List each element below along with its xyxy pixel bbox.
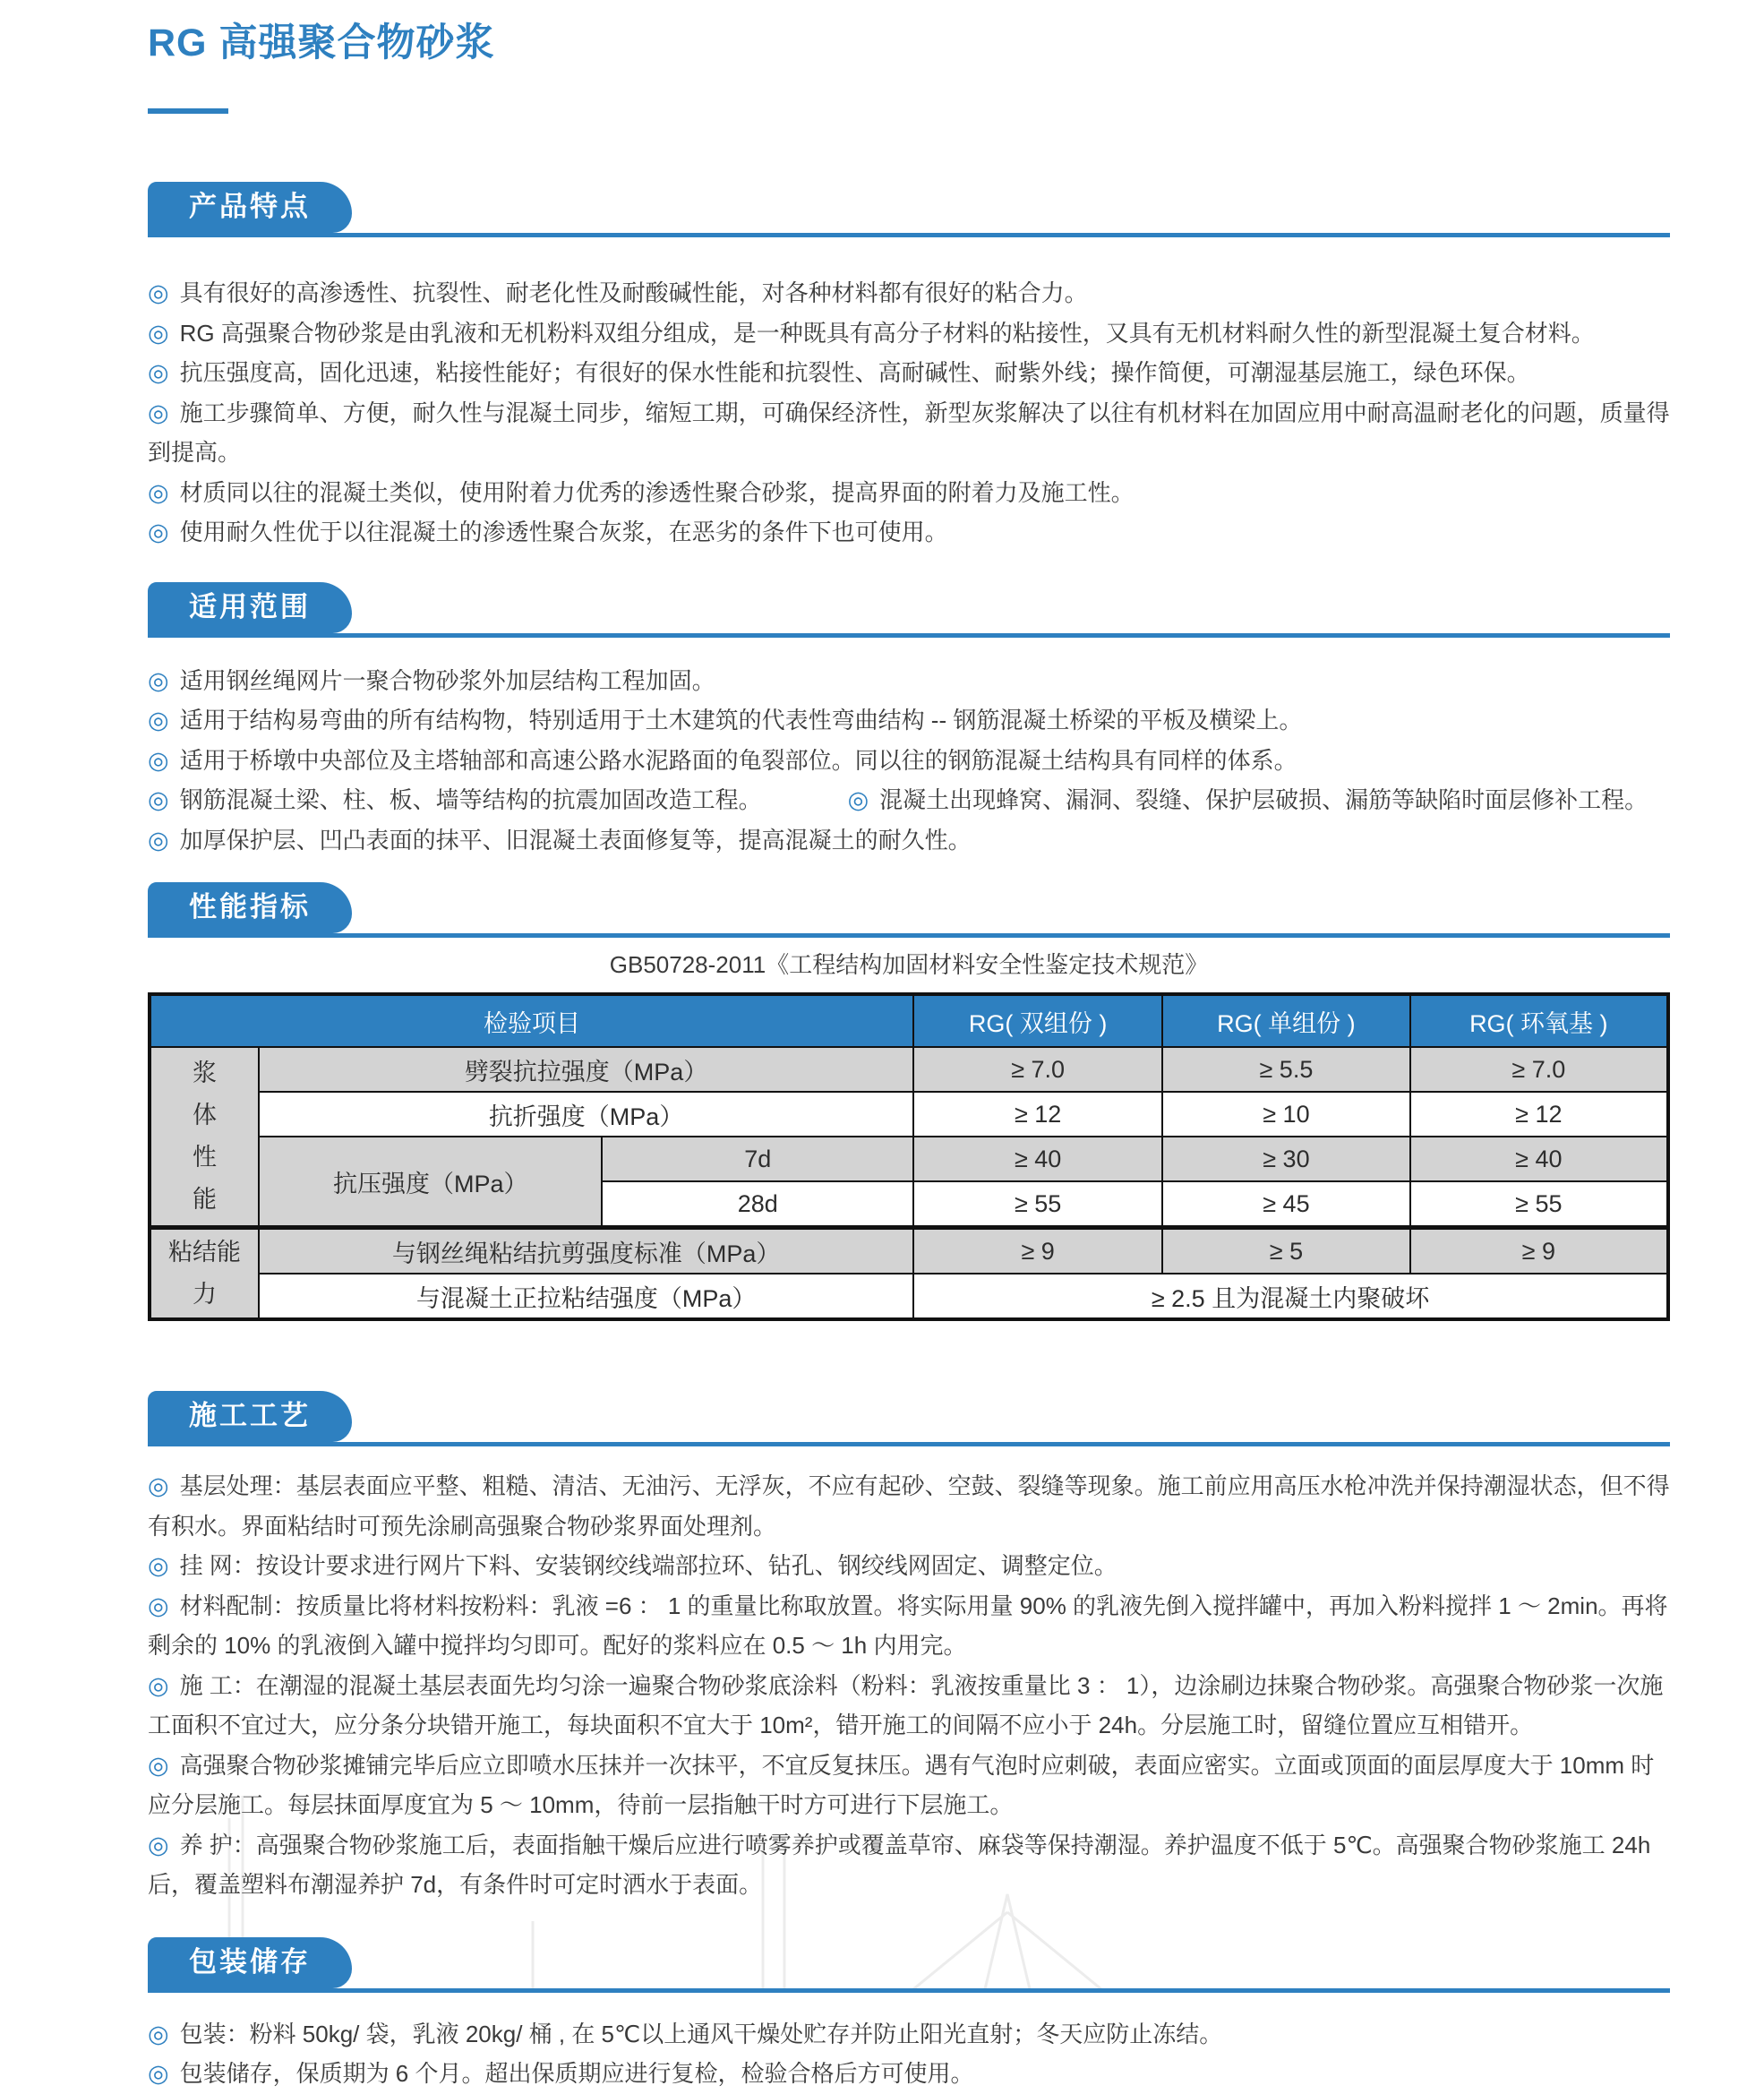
value-cell: ≥ 12 xyxy=(1410,1092,1668,1137)
bullet-icon: ◎ xyxy=(148,478,169,506)
group-label: 浆体性能 xyxy=(193,1060,218,1213)
value-cell: ≥ 55 xyxy=(1410,1181,1668,1228)
column-header: RG( 单组份 ) xyxy=(1162,994,1409,1047)
section-badge-performance: 性能指标 xyxy=(148,882,352,933)
group-label: 粘结能力 xyxy=(168,1239,242,1308)
group-label-cell xyxy=(150,1047,259,1228)
list-item-text: 材质同以往的混凝土类似，使用附着力优秀的渗透性聚合砂浆，提高界面的附着力及施工性。 xyxy=(179,478,1135,506)
list-item-second xyxy=(848,786,1648,813)
list-item xyxy=(148,313,1670,354)
list-item xyxy=(148,273,1670,313)
list-item-text: 施工步骤简单、方便，耐久性与混凝土同步，缩短工期，可确保经济性，新型灰浆解决了以往有机材料在加固应用中耐高温耐老化的问题，质量得到提高。 xyxy=(148,399,1670,466)
bullet-icon: ◎ xyxy=(148,666,169,694)
bullet-icon: ◎ xyxy=(148,786,169,813)
list-item-text: 抗压强度高，固化迅速，粘接性能好；有很好的保水性能和抗裂性、高耐碱性、耐紫外线；操作简便，可潮湿基层施工，绿色环保。 xyxy=(179,359,1530,386)
row-label-cell: 与钢丝绳粘结抗剪强度标准（MPa） xyxy=(259,1228,913,1274)
table-row xyxy=(150,1274,1668,1319)
list-item xyxy=(148,1586,1670,1666)
section-rule xyxy=(148,1988,1670,1993)
list-item xyxy=(148,1825,1670,1905)
bullet-icon: ◎ xyxy=(148,1592,169,1619)
section-performance xyxy=(148,882,1670,1321)
list-item xyxy=(148,1746,1670,1825)
list-item-text: 适用于桥墩中央部位及主塔轴部和高速公路水泥路面的龟裂部位。同以往的钢筋混凝土结构具有同样的体系。 xyxy=(179,746,1297,774)
value-cell: ≥ 7.0 xyxy=(1410,1047,1668,1092)
section-rule xyxy=(148,933,1670,938)
bullet-icon: ◎ xyxy=(148,1472,169,1499)
list-item-text: 挂 网：按设计要求进行网片下料、安装钢绞线端部拉环、钻孔、钢绞线网固定、调整定位。 xyxy=(179,1552,1117,1579)
bullet-icon: ◎ xyxy=(148,2060,169,2087)
bullet-icon: ◎ xyxy=(148,1552,169,1579)
bullet-icon: ◎ xyxy=(148,1671,169,1699)
section-rule xyxy=(148,1442,1670,1446)
bullet-icon: ◎ xyxy=(148,1751,169,1779)
row-label-cell: 抗压强度（MPa） xyxy=(259,1137,602,1228)
list-item xyxy=(148,820,1670,861)
page-title: RG 高强聚合物砂浆 xyxy=(148,21,495,64)
column-header: RG( 环氧基 ) xyxy=(1410,994,1668,1047)
bullet-icon: ◎ xyxy=(148,319,169,347)
sub-label-cell: 28d xyxy=(602,1181,913,1228)
list-item xyxy=(148,1546,1670,1586)
list-item-text: 钢筋混凝土梁、柱、板、墙等结构的抗震加固改造工程。 xyxy=(179,786,762,813)
list-item-text: 高强聚合物砂浆摊铺完毕后应立即喷水压抹并一次抹平，不宜反复抹压。遇有气泡时应刺破，表面应密实。立面或顶面的面层厚度大于 10mm 时应分层施工。每层抹面厚度宜为 5 ～ 10mm，待前一层指触干时方可进行下层施工。 xyxy=(148,1751,1655,1818)
value-cell: ≥ 5.5 xyxy=(1162,1047,1409,1092)
list-item xyxy=(148,512,1670,553)
section-header-scope xyxy=(148,582,1670,638)
list-item xyxy=(148,353,1670,393)
section-packaging xyxy=(148,1937,1670,2094)
list-item-text: 适用于结构易弯曲的所有结构物，特别适用于土木建筑的代表性弯曲结构 -- 钢筋混凝土桥梁的平板及横梁上。 xyxy=(179,707,1303,734)
value-cell: ≥ 40 xyxy=(913,1137,1162,1181)
table-row xyxy=(150,1092,1668,1137)
features-list xyxy=(148,273,1670,553)
list-item-text: 使用耐久性优于以往混凝土的渗透性聚合灰浆，在恶劣的条件下也可使用。 xyxy=(179,519,948,545)
value-cell: ≥ 45 xyxy=(1162,1181,1409,1228)
value-cell: ≥ 12 xyxy=(913,1092,1162,1137)
process-list xyxy=(148,1466,1670,1905)
bullet-icon: ◎ xyxy=(847,786,869,813)
list-item xyxy=(148,473,1670,513)
bullet-icon: ◎ xyxy=(148,519,169,545)
list-item-text: 施 工：在潮湿的混凝土基层表面先均匀涂一遍聚合物砂浆底涂料（粉料：乳液按重量比 3 ： 1），边涂刷边抹聚合物砂浆。高强聚合物砂浆一次施工面积不宜过大，应分条分块错开施工，每块面积不宜大于 10m²，错开施工的间隔不应小于 24h。分层施工时，留缝位置应互相错开。 xyxy=(148,1671,1664,1738)
section-header-packaging xyxy=(148,1937,1670,1993)
section-header-performance xyxy=(148,882,1670,938)
table-row xyxy=(150,1047,1668,1092)
list-item-text: 基层处理：基层表面应平整、粗糙、清洁、无油污、无浮灰，不应有起砂、空鼓、裂缝等现象。施工前应用高压水枪冲洗并保持潮湿状态，但不得有积水。界面粘结时可预先涂刷高强聚合物砂浆界面处理剂。 xyxy=(148,1472,1670,1540)
packaging-list xyxy=(148,2014,1670,2094)
column-header: RG( 双组份 ) xyxy=(913,994,1162,1047)
list-item-text: 具有很好的高渗透性、抗裂性、耐老化性及耐酸碱性能，对各种材料都有很好的粘合力。 xyxy=(179,279,1088,306)
list-item xyxy=(148,2014,1670,2055)
section-badge-scope: 适用范围 xyxy=(148,582,352,633)
value-cell: ≥ 5 xyxy=(1162,1228,1409,1274)
sub-label-cell: 7d xyxy=(602,1137,913,1181)
section-process xyxy=(148,1391,1670,1905)
value-cell: ≥ 9 xyxy=(913,1228,1162,1274)
bullet-icon: ◎ xyxy=(148,279,169,306)
value-cell: ≥ 7.0 xyxy=(913,1047,1162,1092)
title-underline xyxy=(148,108,228,114)
value-cell: ≥ 55 xyxy=(913,1181,1162,1228)
value-cell: ≥ 40 xyxy=(1410,1137,1668,1181)
row-label-cell: 与混凝土正拉粘结强度（MPa） xyxy=(259,1274,913,1319)
section-badge-process: 施工工艺 xyxy=(148,1391,352,1442)
table-row xyxy=(150,1228,1668,1274)
list-item-text: RG 高强聚合物砂浆是由乳液和无机粉料双组分组成，是一种既具有高分子材料的粘接性，又具有无机材料耐久性的新型混凝土复合材料。 xyxy=(179,319,1595,347)
list-item-text: 适用钢丝绳网片一聚合物砂浆外加层结构工程加固。 xyxy=(179,666,715,694)
list-item xyxy=(148,700,1670,741)
bullet-icon: ◎ xyxy=(148,2020,169,2047)
list-item xyxy=(148,2054,1670,2094)
list-item xyxy=(148,1466,1670,1546)
value-cell-span: ≥ 2.5 且为混凝土内聚破坏 xyxy=(913,1274,1668,1319)
section-badge-features: 产品特点 xyxy=(148,182,352,233)
section-rule xyxy=(148,633,1670,638)
section-features xyxy=(148,182,1670,553)
list-item-pair xyxy=(148,780,1670,820)
bullet-icon: ◎ xyxy=(148,359,169,386)
value-cell: ≥ 10 xyxy=(1162,1092,1409,1137)
bullet-icon: ◎ xyxy=(148,826,169,854)
list-item xyxy=(148,393,1670,473)
bullet-icon: ◎ xyxy=(148,1831,169,1858)
row-label-cell: 劈裂抗拉强度（MPa） xyxy=(259,1047,913,1092)
list-item-text: 混凝土出现蜂窝、漏洞、裂缝、保护层破损、漏筋等缺陷时面层修补工程。 xyxy=(879,786,1648,813)
list-item xyxy=(148,661,1670,701)
table-caption: GB50728-2011《工程结构加固材料安全性鉴定技术规范》 xyxy=(609,951,1209,978)
section-header-features xyxy=(148,182,1670,237)
row-label-cell: 抗折强度（MPa） xyxy=(259,1092,913,1137)
bullet-icon: ◎ xyxy=(148,707,169,734)
list-item-text: 材料配制：按质量比将材料按粉料：乳液 =6 ： 1 的重量比称取放置。将实际用量 90% 的乳液先倒入搅拌罐中，再加入粉料搅拌 1 ～ 2min。再将剩余的 10% 的乳液倒入罐中搅拌均匀即可。配好的浆料应在 0.5 ～ 1h 内用完。 xyxy=(148,1592,1668,1659)
group-label-cell xyxy=(150,1228,259,1320)
scope-list xyxy=(148,661,1670,861)
column-header: 检验项目 xyxy=(150,994,913,1047)
list-item-text: 包装储存，保质期为 6 个月。超出保质期应进行复检，检验合格后方可使用。 xyxy=(179,2060,974,2087)
section-scope xyxy=(148,582,1670,861)
list-item xyxy=(148,741,1670,781)
section-rule xyxy=(148,233,1670,237)
bullet-icon: ◎ xyxy=(148,399,169,426)
section-header-process xyxy=(148,1391,1670,1446)
list-item-text: 养 护：高强聚合物砂浆施工后，表面指触干燥后应进行喷雾养护或覆盖草帘、麻袋等保持潮湿。养护温度不低于 5℃。高强聚合物砂浆施工 24h 后，覆盖塑料布潮湿养护 7d，有条件时可定时洒水于表面。 xyxy=(148,1831,1651,1898)
performance-table xyxy=(148,992,1670,1321)
list-item-text: 包装：粉料 50kg/ 袋，乳液 20kg/ 桶 , 在 5℃以上通风干燥处贮存并防止阳光直射；冬天应防止冻结。 xyxy=(179,2020,1223,2047)
value-cell: ≥ 30 xyxy=(1162,1137,1409,1181)
table-header-row xyxy=(150,994,1668,1047)
section-badge-packaging: 包装储存 xyxy=(148,1937,352,1988)
bullet-icon: ◎ xyxy=(148,746,169,774)
table-row xyxy=(150,1137,1668,1181)
list-item-text: 加厚保护层、凹凸表面的抹平、旧混凝土表面修复等，提高混凝土的耐久性。 xyxy=(179,826,972,854)
list-item xyxy=(148,1666,1670,1746)
value-cell: ≥ 9 xyxy=(1410,1228,1668,1274)
